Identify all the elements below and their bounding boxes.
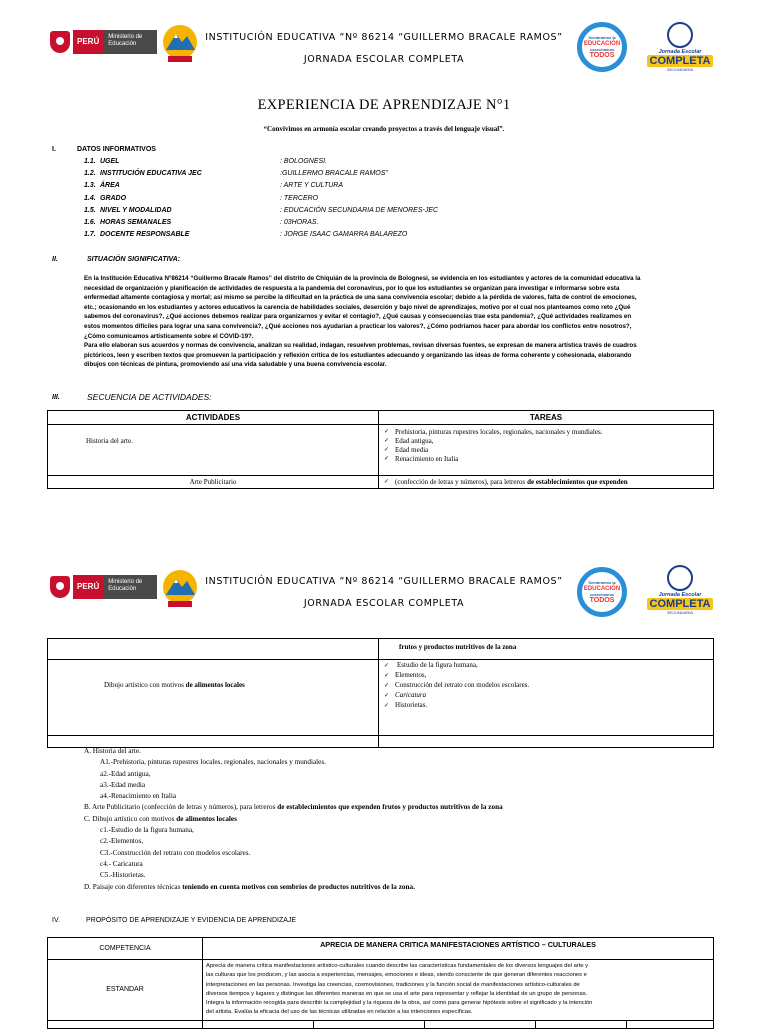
- outline-item: [84, 825, 714, 836]
- task-item: [384, 477, 713, 486]
- info-num: 1.4.: [84, 194, 96, 202]
- situation-line: sabemos del coronavirus?, ¿Qué acciones debemos realizar para organizarnos y evitar el contagio?, ¿Qué causas y consecuencias trae esta pandemia?, ¿Qué actividades realizamos en: [84, 313, 632, 321]
- info-label: ÁREA: [100, 182, 120, 190]
- outline-item: [84, 814, 714, 825]
- info-list: [84, 158, 604, 243]
- outline-text-bold: de establecimientos que expenden frutos y productos nutritivos de la zona: [277, 803, 503, 812]
- situation-line: pictóricos, leen y escriben textos que promueven la participación y reflexión crítica de los estudiantes adecuando y organizando las ideas de forma coherente y cohesionada, elaborando: [84, 351, 632, 359]
- task-text: Construcción del retrato con modelos escolares.: [395, 681, 530, 689]
- outline-item: [84, 882, 714, 893]
- task-text: Estudio de la figura humana,: [397, 661, 478, 669]
- page-title: EXPERIENCIA DE APRENDIZAJE N°1: [257, 97, 511, 113]
- outline-item: [84, 757, 714, 768]
- info-label: NIVEL Y MODALIDAD: [100, 206, 172, 214]
- col-tasks-header: TAREAS: [379, 411, 714, 425]
- task-item: [384, 436, 713, 445]
- info-row: [84, 195, 604, 207]
- situation-line: enfermedad altamente contagiosa y mortal; así mismo se percibe la dificultad en la práctica de una sana convivencia escolar; debido a la pérdida de valores, falta de control de emociones,: [84, 294, 637, 302]
- task-item: [384, 690, 713, 700]
- outline-item: [84, 769, 714, 780]
- section3-heading: SECUENCIA DE ACTIVIDADES:: [87, 392, 212, 402]
- ministry-label: Ministerio de Educación: [103, 575, 157, 599]
- estandar-line: interpretaciones en las personas. Investiga las creencias, cosmovisiones, tradiciones y la función social de manifestaciones artístico-culturales de: [206, 981, 580, 988]
- activities-table: [47, 410, 714, 489]
- empty-cell: [536, 1020, 627, 1028]
- outline-text: a3.-Edad media: [100, 780, 146, 789]
- checkmark-icon: ✓: [384, 702, 390, 709]
- info-row: [84, 182, 604, 194]
- info-label: HORAS SEMANALES: [100, 218, 172, 226]
- empty-cell: [48, 1020, 203, 1028]
- jec-logo-line1: Jornada Escolar: [658, 592, 702, 598]
- section2-num: II.: [52, 256, 58, 263]
- empty-cell: [627, 1020, 714, 1028]
- col-activities-header: ACTIVIDADES: [48, 411, 379, 425]
- outline-text-bold: teniendo en cuenta motivos con sembríos de productos nutritivos de la zona.: [182, 882, 415, 891]
- jec-logo-line2: COMPLETA: [647, 55, 714, 67]
- situation-line: dibujos con técnicas de pintura, promoviendo así una vida saludable y una buena convivencia escolar.: [84, 361, 387, 369]
- edu-logo-line3: cosechamos: [589, 592, 615, 597]
- tasks-cell-continued: frutos y productos nutritivos de la zona: [379, 639, 714, 660]
- outline-text: C5.-Historietas.: [100, 871, 146, 880]
- header-institution: INSTITUCIÓN EDUCATIVA “Nº 86214 “GUILLERMO BRACALE RAMOS”: [205, 576, 563, 587]
- checkmark-icon: ✓: [384, 662, 390, 669]
- info-label: DOCENTE RESPONSABLE: [100, 231, 190, 239]
- outline-text: c4.- Caricatura: [100, 859, 143, 868]
- checkmark-icon: ✓: [384, 682, 390, 689]
- task-text: Caricatura: [395, 691, 427, 699]
- outline-text: a2.-Edad antigua,: [100, 769, 151, 778]
- clock-icon: [667, 565, 693, 591]
- checkmark-icon: ✓: [384, 429, 390, 435]
- clock-icon: [667, 22, 693, 48]
- outline-item: [84, 802, 714, 813]
- jec-logo-line3: SECUNDARIA: [666, 67, 694, 72]
- edu-logo-line3: cosechamos: [589, 47, 615, 52]
- task-item: [384, 660, 713, 670]
- estandar-text: [203, 960, 714, 1021]
- peru-label: PERÚ: [73, 575, 103, 599]
- outline-text: C3.-Construcción del retrato con modelos escolares.: [100, 848, 251, 857]
- outline-text: A. Historia del arte.: [84, 747, 141, 755]
- task-text: Prehistoria, pinturas rupestres locales, regionales, nacionales y mundiales.: [395, 427, 603, 436]
- checkmark-icon: ✓: [384, 672, 390, 679]
- estandar-line: del artista. Evalúa la eficacia del uso de las técnicas utilizadas en relación a las intenciones específicas.: [206, 1009, 473, 1016]
- jec-logo: [645, 563, 715, 615]
- checkmark-icon: ✓: [384, 447, 390, 453]
- situation-line: Para ello elaboran sus acuerdos y normas de convivencia, analizan su realidad, indagan, resuelven problemas, revisan diversas fuentes, se expresan de manera artística través de cuadros: [84, 342, 637, 350]
- activity-cell: Arte Publicitario: [48, 476, 379, 489]
- empty-cell: [425, 1020, 536, 1028]
- checkmark-icon: ✓: [384, 438, 390, 444]
- info-value: : 03HORAS.: [280, 218, 319, 226]
- estandar-line: Aprecia de manera crítica manifestaciones artístico-culturales cuando describe las características fundamentales de los diversos lenguajes del arte y: [206, 963, 589, 969]
- education-campaign-logo: [577, 22, 627, 72]
- info-num: 1.1.: [84, 158, 96, 165]
- section3-num: III.: [52, 394, 60, 401]
- tasks-cell: [379, 660, 714, 736]
- estandar-line: Integra la información recogida para describir la complejidad y la riqueza de la obra, así como para generar hipótesis sobre el significado y la intención: [206, 1000, 593, 1007]
- competencia-text: APRECIA DE MANERA CRITICA MANIFESTACIONES ARTÍSTICO – CULTURALES: [203, 938, 714, 960]
- activity-text: Dibujo artístico con motivos: [104, 681, 186, 689]
- page-subtitle: “Convivimos en armonía escolar creando proyectos a través del lenguaje visual”.: [263, 125, 505, 133]
- outline-item: [84, 780, 714, 791]
- situation-line: En la Institución Educativa N°86214 “Guillermo Bracale Ramos” del distrito de Chiquián de la provincia de Bolognesi, se evidencia en los estudiantes y actores de la comunidad educativa la: [84, 275, 641, 282]
- outline-text: B. Arte Publicitario (confección de letras y números), para letreros: [84, 803, 278, 812]
- info-label: UGEL: [100, 158, 120, 165]
- info-label: INSTITUCIÓN EDUCATIVA JEC: [100, 170, 202, 178]
- estandar-line: las culturas que los producen, y las asocia a experiencias, mensajes, emociones e ideas, siendo consciente de que generan diferentes reacciones e: [206, 972, 587, 979]
- header-jornada: JORNADA ESCOLAR COMPLETA: [303, 598, 465, 609]
- info-row: [84, 219, 604, 231]
- competencia-header: COMPETENCIA: [48, 938, 203, 960]
- task-text: Historietas.: [395, 701, 428, 709]
- situation-line: etc.; ocasionando en los estudiantes y actores educativos la carencia de habilidades sociales, deserción y bajo nivel de aprendizajes, motivo por el cual nos planteamos como reto ¿Qué: [84, 303, 631, 311]
- outline-item: [84, 836, 714, 847]
- outline-item: [84, 791, 714, 802]
- situation-text: [84, 274, 716, 370]
- section1-heading: DATOS INFORMATIVOS: [77, 146, 156, 153]
- ministry-label: Ministerio de Educación: [103, 30, 157, 54]
- jec-logo-line3: SECUNDARIA: [666, 610, 694, 615]
- empty-cell: [314, 1020, 425, 1028]
- tasks-cell: [379, 476, 714, 489]
- task-item: [384, 454, 713, 463]
- situation-line: ¿Cómo comunicamos artísticamente sobre el COVID-19?.: [84, 332, 254, 340]
- header-institution: INSTITUCIÓN EDUCATIVA “Nº 86214 “GUILLERMO BRACALE RAMOS”: [205, 32, 563, 43]
- task-item: [384, 427, 713, 436]
- info-value: : BOLOGNESI.: [280, 158, 328, 165]
- situation-line: necesidad de organización y planificación de actividades de respuesta a la pandemia del coronavirus, por lo que los estudiantes se organizan para investigar e informarse sobre esta: [84, 284, 620, 292]
- info-num: 1.6.: [84, 218, 96, 226]
- estandar-line: diversos tiempos y lugares y distingue las diferentes maneras en que se usa el arte para representar y reflejar la identidad de un grupo de personas.: [206, 990, 588, 997]
- task-item: [384, 680, 713, 690]
- activity-cell: Historia del arte.: [48, 425, 379, 476]
- task-item: [384, 445, 713, 454]
- tasks-cell: [379, 425, 714, 476]
- checkmark-icon: ✓: [384, 692, 390, 699]
- purpose-table: [47, 937, 714, 1029]
- outline-item: [84, 848, 714, 859]
- task-item: [384, 670, 713, 680]
- task-text: Renacimiento en Italia: [395, 454, 459, 463]
- edu-logo-line1: Sembramos la: [588, 35, 616, 40]
- edu-logo-line2: EDUCACIÓN: [583, 586, 621, 592]
- info-row: [84, 158, 604, 170]
- outline-item: [84, 746, 714, 757]
- outline-text: A1.-Prehistoria, pinturas rupestres locales, regionales, nacionales y mundiales.: [100, 758, 326, 767]
- section2-heading: SITUACIÓN SIGNIFICATIVA:: [87, 256, 181, 263]
- outline-text: D. Paisaje con diferentes técnicas: [84, 882, 183, 891]
- info-value: :GUILLERMO BRACALE RAMOS”: [280, 170, 388, 178]
- task-text: Elementos,: [395, 671, 427, 679]
- activities-table-continued: [47, 638, 714, 748]
- task-text: Edad antigua,: [395, 436, 434, 445]
- activity-cell: [48, 660, 379, 736]
- info-num: 1.7.: [84, 231, 96, 239]
- edu-logo-line4: TODOS: [589, 597, 615, 604]
- activities-outline: [84, 746, 714, 893]
- info-label: GRADO: [100, 194, 127, 202]
- peru-label: PERÚ: [73, 30, 103, 54]
- task-text: (confección de letras y números), para letreros: [395, 477, 526, 486]
- checkmark-icon: ✓: [384, 456, 390, 462]
- info-value: : EDUCACIÓN SECUNDARIA DE MENORES-JEC: [280, 206, 439, 214]
- info-value: : ARTE Y CULTURA: [280, 182, 344, 190]
- outline-text: c2.-Elementos,: [100, 837, 144, 846]
- section4-heading: PROPÓSITO DE APRENDIZAJE Y EVIDENCIA DE APRENDIZAJE: [86, 917, 297, 924]
- section1-num: I.: [52, 146, 56, 153]
- jec-logo-line2: COMPLETA: [647, 598, 714, 610]
- task-text: Edad media: [395, 445, 429, 454]
- task-text-bold: de establecimientos que expenden: [527, 477, 628, 486]
- activity-text-bold: de alimentos locales: [185, 681, 245, 689]
- info-num: 1.2.: [84, 170, 96, 178]
- outline-text: C. Dibujo artístico con motivos: [84, 814, 177, 823]
- info-value: : JORGE ISAAC GAMARRA BALAREZO: [280, 231, 408, 239]
- situation-line: estos momentos difíciles para lograr una sana convivencia?, ¿Qué acciones nos ayudarían a practicar los valores?, ¿Cómo podríamos hacer para abordar los conflictos entre nosotros?,: [84, 322, 632, 330]
- section4-num: IV.: [52, 917, 60, 924]
- outline-text: c1.-Estudio de la figura humana,: [100, 826, 194, 835]
- education-campaign-logo: [577, 567, 627, 617]
- outline-item: [84, 870, 714, 881]
- info-value: : TERCERO: [280, 194, 319, 202]
- task-item: [384, 700, 713, 710]
- edu-logo-line4: TODOS: [589, 52, 615, 59]
- jec-logo: [645, 20, 715, 72]
- edu-logo-line1: Sembramos la: [588, 580, 616, 585]
- outline-text-bold: de alimentos locales: [176, 814, 237, 823]
- empty-cell: [48, 639, 379, 660]
- info-num: 1.3.: [84, 182, 96, 190]
- jec-logo-line1: Jornada Escolar: [658, 49, 702, 55]
- header-jornada: JORNADA ESCOLAR COMPLETA: [303, 54, 465, 65]
- info-row: [84, 170, 604, 182]
- outline-item: [84, 859, 714, 870]
- info-num: 1.5.: [84, 206, 96, 214]
- checkmark-icon: ✓: [384, 479, 390, 485]
- info-row: [84, 207, 604, 219]
- info-row: [84, 231, 604, 243]
- empty-cell: [203, 1020, 314, 1028]
- edu-logo-line2: EDUCACIÓN: [583, 41, 621, 47]
- estandar-label: ESTANDAR: [48, 960, 203, 1021]
- outline-text: a4.-Renacimiento en Italia: [100, 792, 177, 801]
